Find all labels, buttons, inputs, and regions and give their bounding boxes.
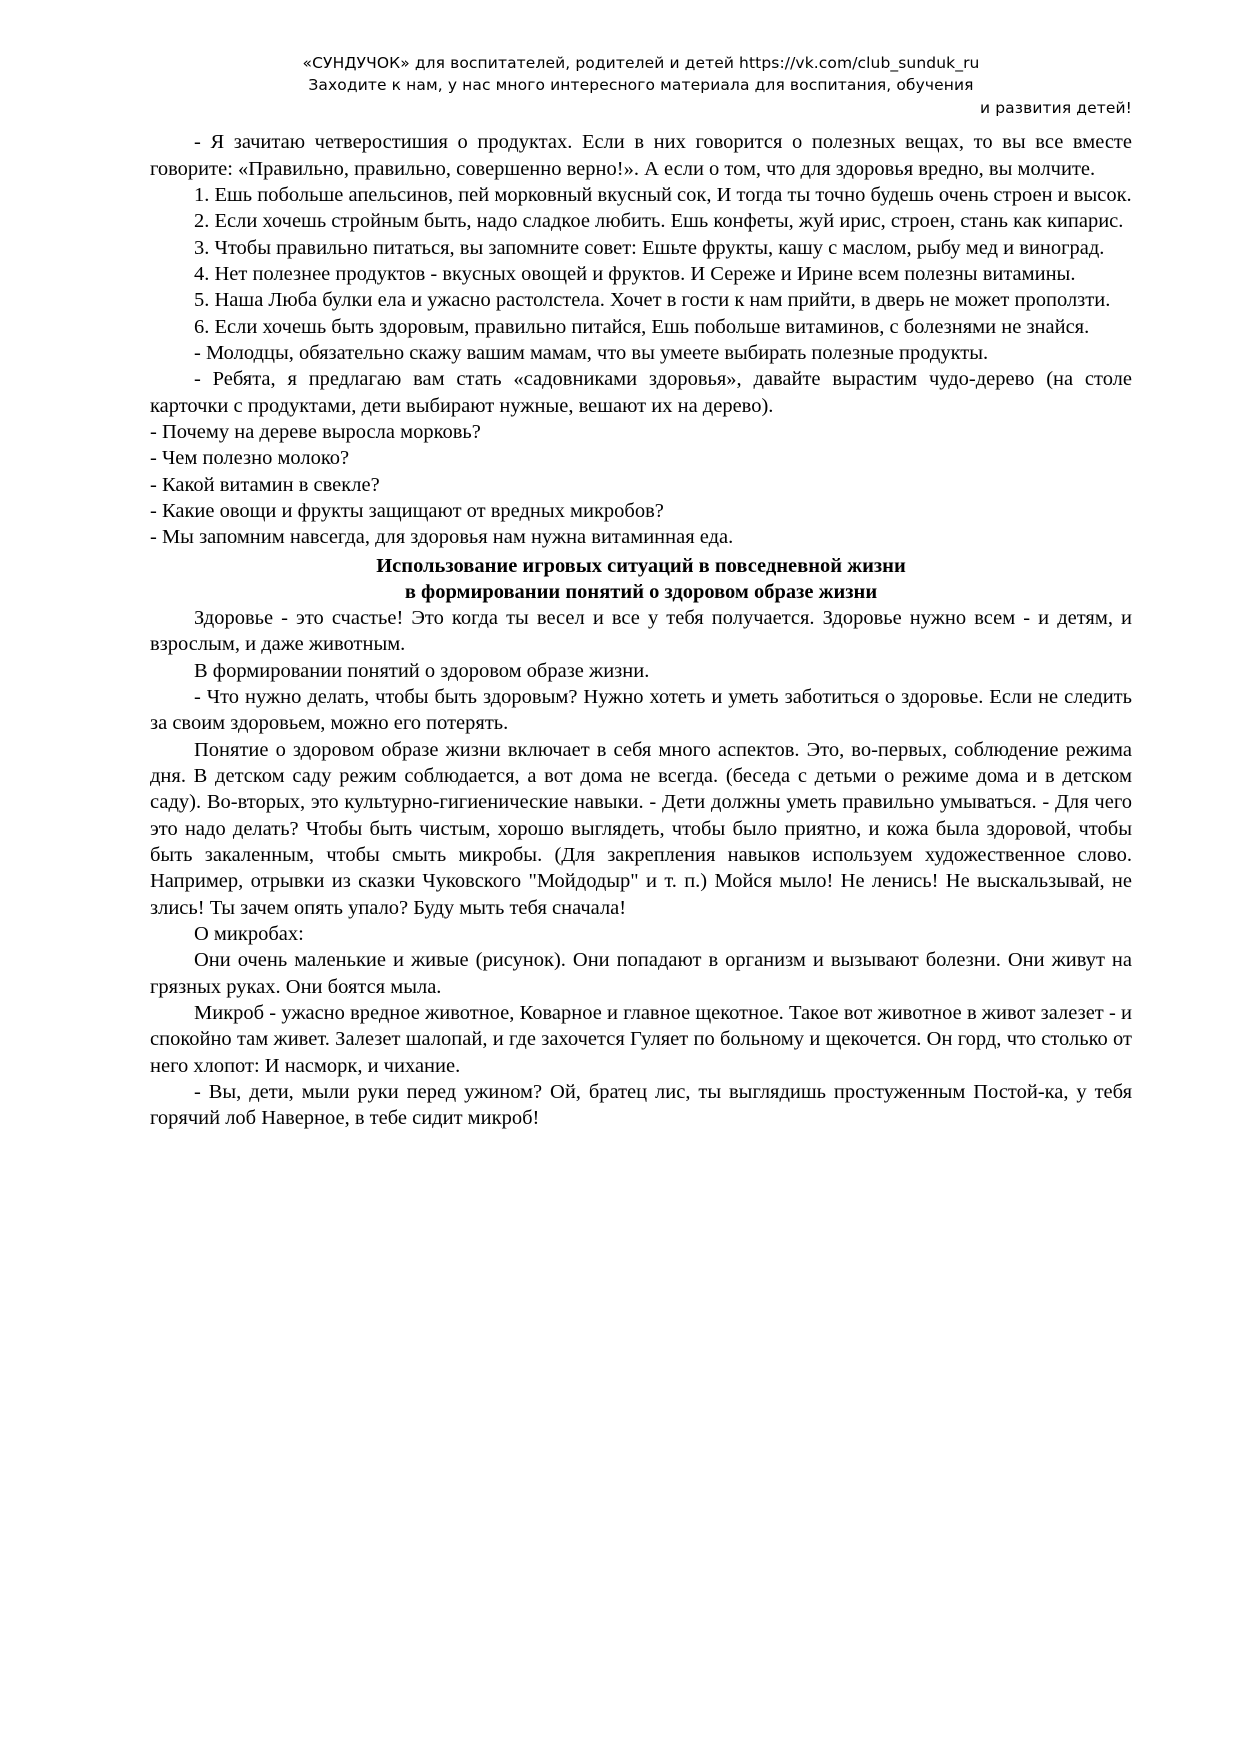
paragraph: В формировании понятий о здоровом образе жизни.: [194, 659, 650, 682]
paragraph: 2. Если хочешь стройным быть, надо сладкое любить. Ешь конфеты, жуй ирис, строен, стань как кипарис.: [194, 210, 1124, 233]
page-bottom-spacer: [150, 1132, 1132, 1172]
section-heading-line-1: Использование игровых ситуаций в повседневной жизни: [376, 554, 906, 577]
paragraph: - Молодцы, обязательно скажу вашим мамам, что вы умеете выбирать полезные продукты.: [194, 342, 989, 365]
header-line-1: «СУНДУЧОК» для воспитателей, родителей и детей https://vk.com/club_sunduk_ru: [302, 54, 980, 72]
paragraph: 1. Ешь побольше апельсинов, пей морковный вкусный сок, И тогда ты точно будешь очень строен и высок.: [194, 184, 1132, 207]
paragraph: Здоровье - это счастье! Это когда ты весел и все у тебя получается. Здоровье нужно всем - и детям, и взрослым, и даже животным.: [150, 607, 1132, 656]
paragraph: Понятие о здоровом образе жизни включает в себя много аспектов. Это, во-первых, соблюдение режима дня. В детском саду режим соблюдается, а вот дома не всегда. (беседа с детьми о режиме дома и в детском саду). Во-вторых, это культурно-гигиенические навыки. - Дети должны уметь правильно умываться. - Для чего это надо делать? Чтобы быть чистым, хорошо выглядеть, чтобы было приятно, и кожа была здоровой, чтобы быть закаленным, чтобы смыть микробы. (Для закрепления навыков используем художественное слово. Например, отрывки из сказки Чуковского "Мойдодыр" и т. п.) Мойся мыло! Не ленись! Не выскальзывай, не злись! Ты зачем опять упало? Буду мыть тебя сначала!: [150, 738, 1132, 919]
question-item: - Почему на дереве выросла морковь?: [150, 421, 481, 444]
question-item: - Какие овощи и фрукты защищают от вредных микробов?: [150, 500, 664, 522]
header-line-2: Заходите к нам, у нас много интересного материала для воспитания, обучения: [308, 76, 974, 95]
document-body: [150, 129, 1132, 1131]
paragraph: 5. Наша Люба булки ела и ужасно растолстела. Хочет в гости к нам прийти, в дверь не может проползти.: [194, 289, 1111, 312]
question-item: - Чем полезно молоко?: [150, 447, 350, 470]
paragraph: 6. Если хочешь быть здоровым, правильно питайся, Ешь побольше витаминов, с болезнями не знайся.: [194, 315, 1090, 338]
paragraph: - Вы, дети, мыли руки перед ужином? Ой, братец лис, ты выглядишь простуженным Постой-ка, у тебя горячий лоб Наверное, в тебе сидит микроб!: [150, 1081, 1132, 1130]
paragraph: 3. Чтобы правильно питаться, вы запомните совет: Ешьте фрукты, кашу с маслом, рыбу мед и виноград.: [194, 236, 1105, 259]
paragraph: Они очень маленькие и живые (рисунок). Они попадают в организм и вызывают болезни. Они живут на грязных руках. Они боятся мыла.: [150, 949, 1132, 998]
question-item: - Какой витамин в свекле?: [150, 473, 380, 496]
section-heading-line-2: в формировании понятий о здоровом образе жизни: [404, 580, 878, 603]
paragraph: - Что нужно делать, чтобы быть здоровым? Нужно хотеть и уметь заботиться о здоровье. Если не следить за своим здоровьем, можно его потерять.: [150, 686, 1132, 735]
paragraph: О микробах:: [194, 923, 304, 946]
section-heading: [150, 553, 1132, 605]
question-item: - Мы запомним навсегда, для здоровья нам нужна витаминная еда.: [150, 526, 734, 549]
paragraph: - Ребята, я предлагаю вам стать «садовниками здоровья», давайте вырастим чудо-дерево (на столе карточки с продуктами, дети выбирают нужные, вешают их на дерево).: [150, 368, 1132, 417]
page-header: [150, 52, 1132, 119]
paragraph: - Я зачитаю четверостишия о продуктах. Если в них говорится о полезных вещах, то вы все вместе говорите: «Правильно, правильно, совершенно верно!». А если о том, что для здоровья вредно, вы молчите.: [150, 131, 1132, 180]
paragraph: Микроб - ужасно вредное животное, Коварное и главное щекотное. Такое вот животное в живот залезет - и спокойно там живет. Залезет шалопай, и где захочется Гуляет по больному и щекочется. Он горд, что столько от него хлопот: И насморк, и чихание.: [150, 1002, 1132, 1077]
header-line-3: и развития детей!: [980, 98, 1132, 117]
paragraph: 4. Нет полезнее продуктов - вкусных овощей и фруктов. И Сереже и Ирине всем полезны витамины.: [194, 263, 1076, 286]
